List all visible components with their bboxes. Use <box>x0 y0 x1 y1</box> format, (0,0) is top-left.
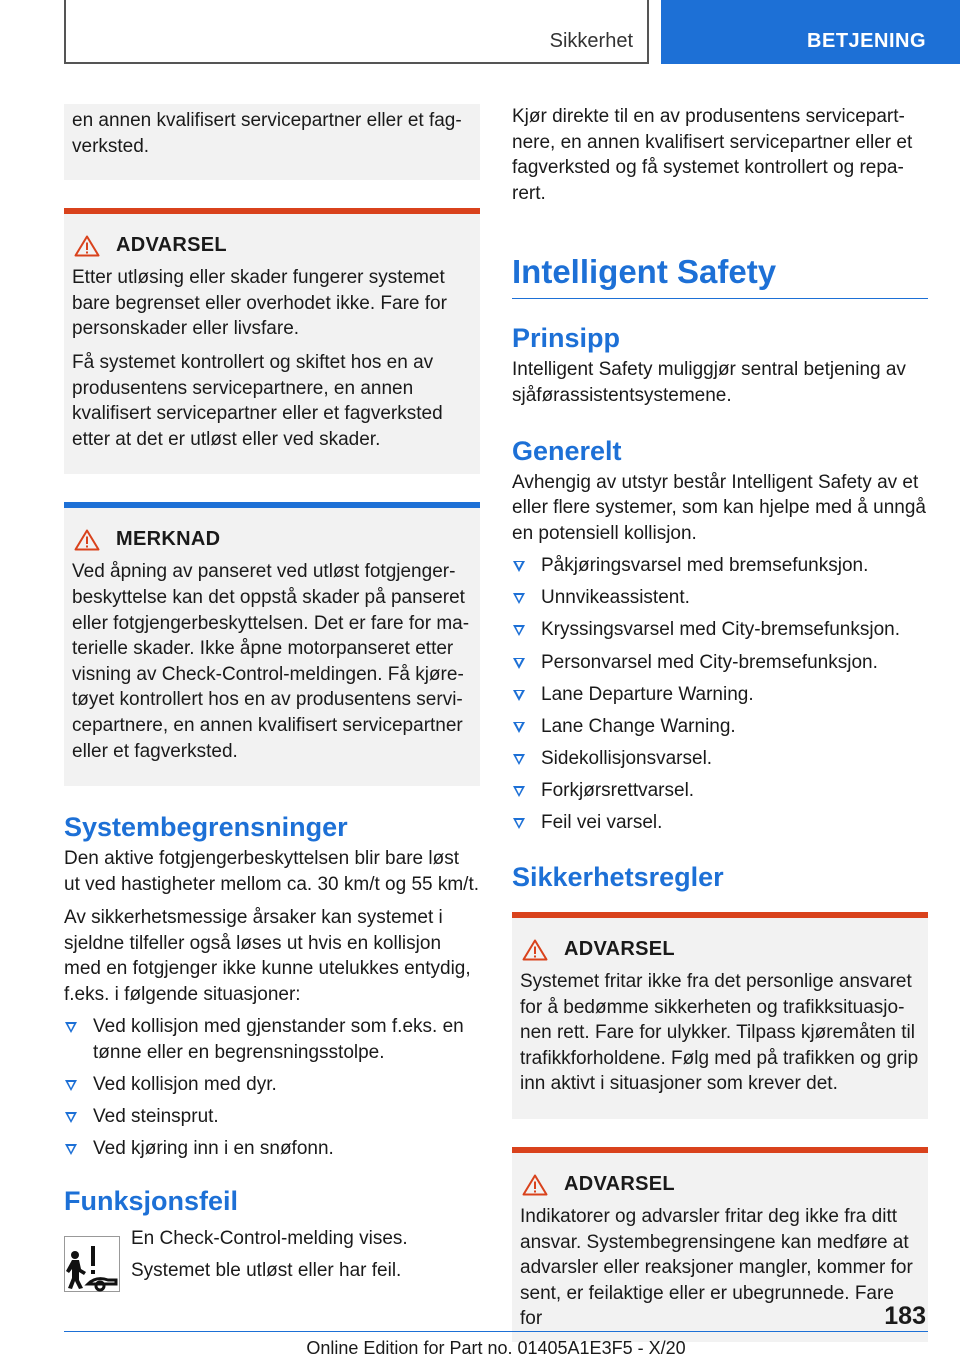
fault-heading: Funksjonsfeil <box>64 1186 239 1216</box>
right-intro-text: Kjør direkte til en av produsentens servicepartnere, en annen kvalifisert servicepartner eller et fagverksted og få systemet kontrollert og reparert. <box>512 106 913 204</box>
warning-triangle-icon <box>522 1174 548 1196</box>
warning-triangle-icon <box>522 939 548 961</box>
triangle-bullet-icon <box>513 786 525 797</box>
header-section-tab <box>64 0 649 64</box>
footer-divider <box>64 1331 928 1332</box>
triangle-bullet-icon <box>513 818 525 829</box>
limits-list <box>64 1014 480 1162</box>
triangle-bullet-icon <box>65 1112 77 1123</box>
list-item: Sidekollisjonsvarsel. <box>512 746 928 772</box>
list-item: Lane Change Warning. <box>512 714 928 740</box>
header-section-title: Sikkerhet <box>549 30 633 52</box>
triangle-bullet-icon <box>513 658 525 669</box>
safety-warning-title-1: ADVARSEL <box>564 938 675 961</box>
triangle-bullet-icon <box>513 625 525 636</box>
footer-edition: Online Edition for Part no. 01405A1E3F5 - X/20 <box>306 1338 686 1358</box>
list-item: Forkjørsrettvarsel. <box>512 778 928 804</box>
triangle-bullet-icon <box>65 1144 77 1155</box>
note-text: Ved åpning av panseret ved utløst fotgjengerbeskyttelse kan det oppstå skader på panseret eller fotgjengerbeskyttelsen. Det er fare for materielle skader. Ikke åpne motorpanseret etter visning av Check-Control-meldingen. Få kjøretøyet kontrollert hos en av produsentens servicepartnere, en annen kvalifisert servicepartner eller et fagverksted. <box>72 561 470 762</box>
list-item: Ved kjøring inn i en snøfonn. <box>64 1136 480 1162</box>
triangle-bullet-icon <box>513 593 525 604</box>
general-heading: Generelt <box>512 435 622 466</box>
warning-text-2: Få systemet kontrollert og skiftet hos en av produsentens servicepartnere, en annen kvalifisert servicepartner eller et fagverksted etter at det er utløst eller ved skader. <box>72 351 443 450</box>
triangle-bullet-icon <box>513 722 525 733</box>
limits-text-1: Den aktive fotgjengerbeskyttelsen blir bare løst ut ved hastigheter mellom ca. 30 km/t og 55 km/t. <box>64 848 480 895</box>
triangle-bullet-icon <box>65 1022 77 1033</box>
left-column <box>64 104 480 1292</box>
general-text: Avhengig av utstyr består Intelligent Safety av et eller flere systemer, som kan hjelpe med å unngå en potensiell kollisjon. <box>512 471 926 544</box>
list-item: Ved steinsprut. <box>64 1104 480 1130</box>
triangle-bullet-icon <box>513 561 525 572</box>
fault-block <box>64 1226 480 1292</box>
page-number: 183 <box>884 1302 926 1330</box>
triangle-bullet-icon <box>513 754 525 765</box>
safety-warning-text-2: Indikatorer og advarsler fritar deg ikke fra ditt ansvar. Systembegrensingene kan medføre at advarsler eller reaksjoner mangler, kommer for sent, er feilaktige eller er ubegrunnede. Fare for <box>520 1206 913 1330</box>
warning-text-1: Etter utløsing eller skader fungerer systemet bare begrenset eller overhodet ikke. Fare for personskader eller livsfare. <box>72 267 447 340</box>
warning-box <box>64 208 480 474</box>
list-item: Påkjøringsvarsel med bremsefunksjon. <box>512 553 928 579</box>
safety-warning-text-1: Systemet fritar ikke fra det personlige ansvaret for å bedømme sikkerheten og trafikksituasjonen rett. Fare for ulykker. Tilpass kjøremåten til trafikkforholdene. Følg med på trafikken og grip inn aktivt i situasjoner som krever det. <box>520 971 919 1095</box>
section-title: Intelligent Safety <box>512 252 928 299</box>
intro-box-text: en annen kvalifisert servicepartner eller et fagverksted. <box>72 110 462 157</box>
list-item: Lane Departure Warning. <box>512 682 928 708</box>
note-title: MERKNAD <box>116 528 221 551</box>
principle-heading: Prinsipp <box>512 323 621 354</box>
right-column <box>512 104 928 1342</box>
safety-warning-box-1 <box>512 912 928 1119</box>
limits-heading: Systembegrensninger <box>64 812 348 843</box>
list-item: Kryssingsvarsel med City-bremsefunksjon. <box>512 617 928 643</box>
safety-warning-box-2 <box>512 1147 928 1342</box>
header-chapter-title: BETJENING <box>807 30 926 52</box>
limits-text-2: Av sikkerhetsmessige årsaker kan systemet i sjeldne tilfeller også løses ut hvis en kollisjon med en fotgjenger ikke kunne utelukkes entydig, f.eks. i følgende situasjoner: <box>64 907 471 1006</box>
note-box <box>64 502 480 786</box>
warning-title: ADVARSEL <box>116 234 227 257</box>
intro-box <box>64 104 480 180</box>
header-chapter-tab <box>661 0 960 64</box>
pedestrian-protection-icon <box>64 1236 120 1292</box>
safety-heading: Sikkerhetsregler <box>512 862 724 893</box>
list-item: Personvarsel med City-bremsefunksjon. <box>512 650 928 676</box>
list-item: Feil vei varsel. <box>512 810 928 836</box>
safety-warning-title-2: ADVARSEL <box>564 1173 675 1195</box>
list-item: Unnvikeassistent. <box>512 585 928 611</box>
principle-text: Intelligent Safety muliggjør sentral betjening av sjåførassistentsystemene. <box>512 359 906 406</box>
list-item: Ved kollisjon med gjenstander som f.eks. en tønne eller en begrensningsstolpe. <box>64 1014 480 1065</box>
systems-list <box>512 553 928 836</box>
triangle-bullet-icon <box>65 1080 77 1091</box>
triangle-bullet-icon <box>513 690 525 701</box>
warning-triangle-icon <box>74 235 100 257</box>
warning-triangle-icon <box>74 529 100 551</box>
fault-text-2: Systemet ble utløst eller har feil. <box>131 1259 402 1281</box>
fault-text-1: En Check-Control-melding vises. <box>131 1228 408 1249</box>
list-item: Ved kollisjon med dyr. <box>64 1072 480 1098</box>
